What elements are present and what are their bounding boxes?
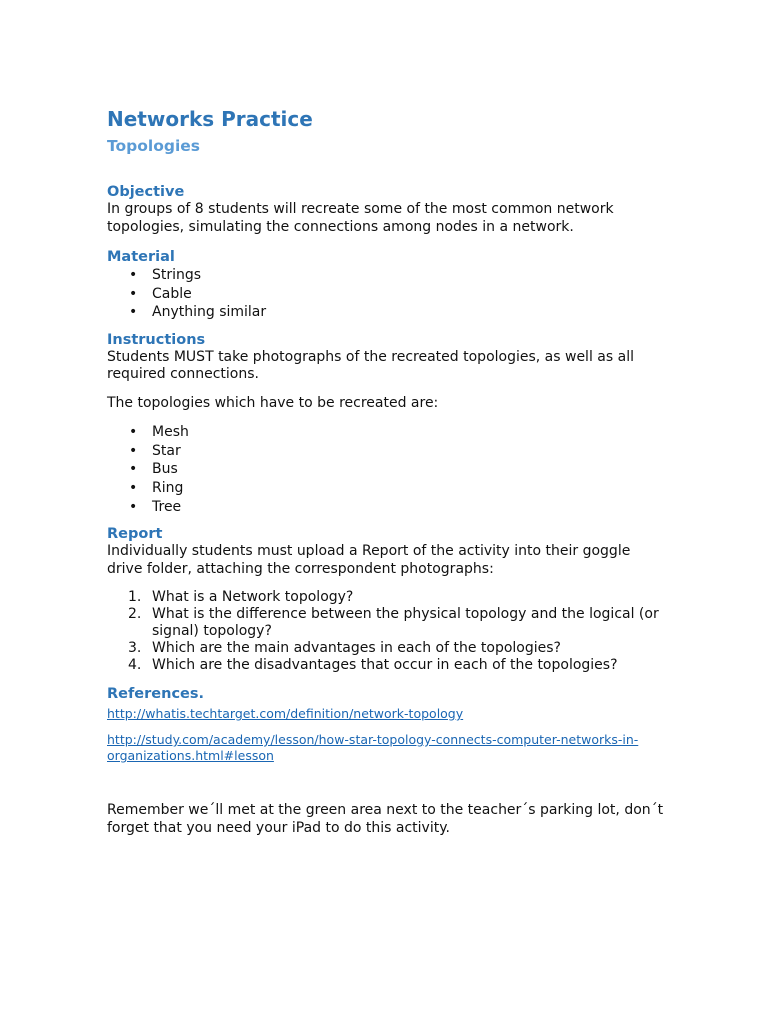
report-question bbox=[107, 640, 667, 657]
reference-link[interactable]: http://whatis.techtarget.com/definition/network-topology bbox=[107, 706, 464, 722]
question-text: What is the difference between the physical topology and the logical (or signal) topology? bbox=[152, 606, 659, 640]
instructions-section bbox=[107, 331, 667, 516]
report-question bbox=[107, 589, 667, 606]
question-text: What is a Network topology? bbox=[152, 589, 354, 606]
question-number: 1. bbox=[128, 589, 142, 606]
material-list bbox=[107, 266, 667, 322]
report-section bbox=[107, 525, 667, 674]
reference-link[interactable]: http://study.com/academy/lesson/how-star-topology-connects-computer-networks-in-organizations.html#lesson bbox=[107, 732, 639, 764]
references-section bbox=[107, 685, 667, 764]
document-body bbox=[107, 106, 667, 837]
material-item: • Anything similar bbox=[107, 303, 667, 322]
references-heading: References. bbox=[107, 686, 205, 703]
report-questions bbox=[107, 589, 667, 674]
topology-item: • Bus bbox=[107, 460, 667, 479]
report-text: Individually students must upload a Report of the activity into their goggle drive folder, attaching the correspondent photographs: bbox=[107, 543, 631, 577]
topology-item: • Star bbox=[107, 442, 667, 461]
topology-item: • Tree bbox=[107, 498, 667, 517]
document-subtitle: Topologies bbox=[107, 137, 201, 155]
material-item: • Strings bbox=[107, 266, 667, 285]
objective-text: In groups of 8 students will recreate some of the most common network topologies, simulating the connections among nodes in a network. bbox=[107, 201, 614, 235]
report-question bbox=[107, 606, 667, 640]
objective-section bbox=[107, 183, 667, 236]
report-question bbox=[107, 657, 667, 674]
closing-note: Remember we´ll met at the green area next to the teacher´s parking lot, don´t forget that you need your iPad to do this activity. bbox=[107, 802, 664, 836]
document-title: Networks Practice bbox=[107, 107, 313, 131]
question-text: Which are the main advantages in each of the topologies? bbox=[152, 640, 561, 657]
question-number: 4. bbox=[128, 657, 142, 674]
topology-item: • Mesh bbox=[107, 423, 667, 442]
report-heading: Report bbox=[107, 526, 163, 543]
topology-item: • Ring bbox=[107, 479, 667, 498]
question-number: 3. bbox=[128, 640, 142, 657]
topologies-intro: The topologies which have to be recreated are: bbox=[107, 394, 439, 411]
instructions-text: Students MUST take photographs of the recreated topologies, as well as all required connections. bbox=[107, 348, 634, 383]
objective-heading: Objective bbox=[107, 184, 185, 200]
material-heading: Material bbox=[107, 249, 175, 265]
instructions-heading: Instructions bbox=[107, 331, 206, 348]
question-number: 2. bbox=[128, 606, 142, 623]
material-item: • Cable bbox=[107, 285, 667, 304]
topologies-list bbox=[107, 423, 667, 516]
question-text: Which are the disadvantages that occur in each of the topologies? bbox=[152, 657, 618, 674]
material-section bbox=[107, 248, 667, 322]
